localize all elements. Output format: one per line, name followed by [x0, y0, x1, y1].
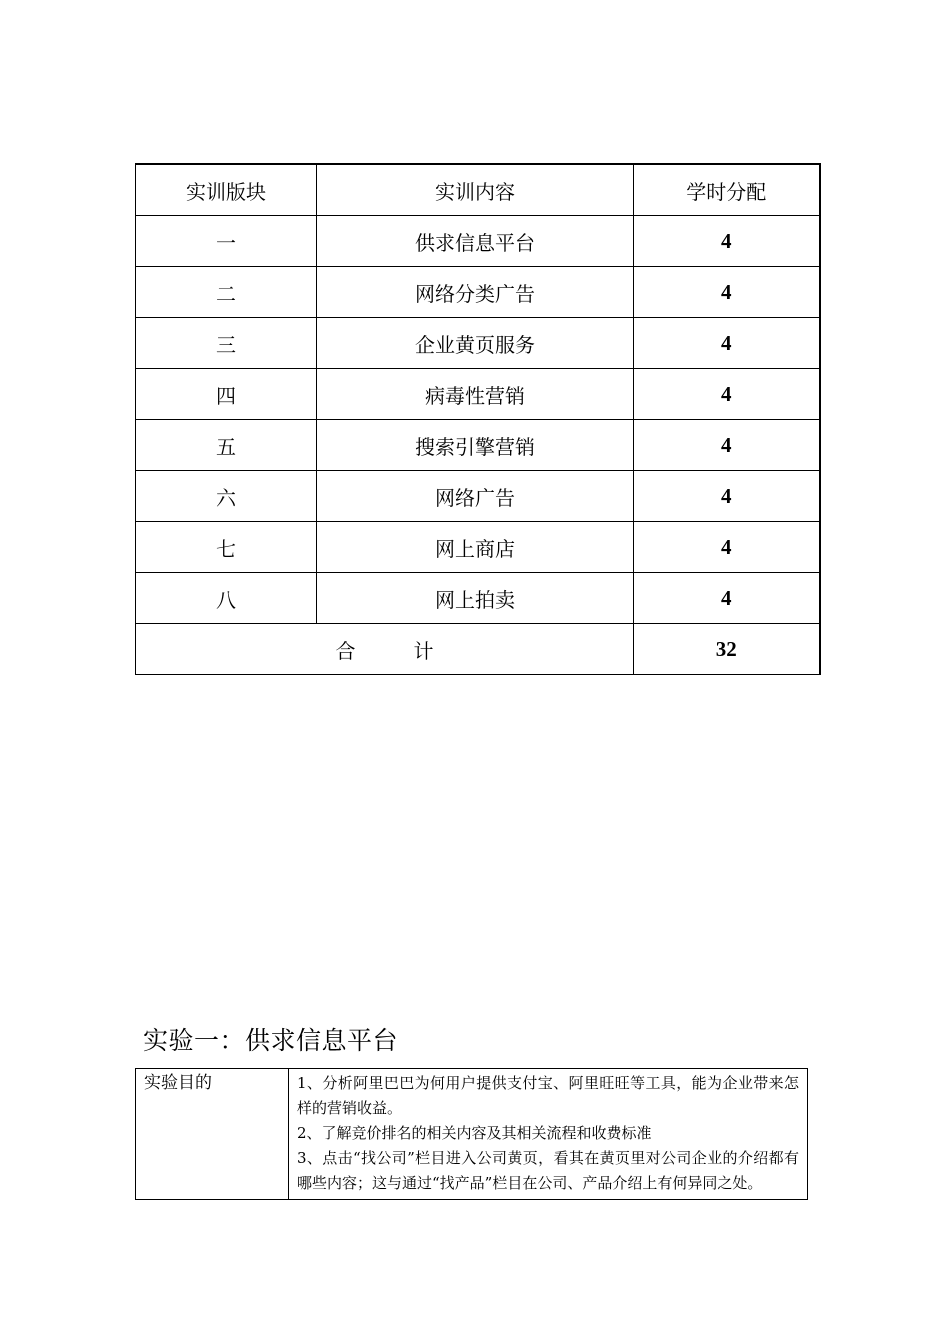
header-hours: 学时分配	[634, 164, 820, 216]
total-label-right: 计	[413, 638, 434, 663]
table-row	[136, 573, 820, 624]
purpose-row	[136, 1069, 808, 1200]
hours-cell: 4	[634, 471, 820, 522]
header-module: 实训版块	[136, 164, 317, 216]
table-row	[136, 522, 820, 573]
purpose-item: 1、分析阿里巴巴为何用户提供支付宝、阿里旺旺等工具，能为企业带来怎样的营销收益。	[297, 1074, 799, 1117]
purpose-content	[289, 1069, 808, 1200]
hours-cell: 4	[634, 318, 820, 369]
module-cell: 三	[136, 318, 317, 369]
table-row	[136, 420, 820, 471]
purpose-item: 2、了解竞价排名的相关内容及其相关流程和收费标准	[297, 1124, 652, 1142]
module-cell: 八	[136, 573, 317, 624]
table-row	[136, 318, 820, 369]
hours-cell: 4	[634, 267, 820, 318]
content-cell: 供求信息平台	[317, 216, 634, 267]
module-cell: 六	[136, 471, 317, 522]
total-hours-cell: 32	[634, 624, 820, 675]
table-row	[136, 471, 820, 522]
total-row	[136, 624, 820, 675]
hours-cell: 4	[634, 573, 820, 624]
total-label	[136, 624, 634, 675]
experiment-title: 实验一：供求信息平台	[143, 1026, 399, 1055]
content-cell: 企业黄页服务	[317, 318, 634, 369]
table-row	[136, 216, 820, 267]
header-content: 实训内容	[317, 164, 634, 216]
total-label-left: 合	[335, 638, 356, 663]
module-cell: 一	[136, 216, 317, 267]
training-schedule-table	[135, 163, 821, 675]
module-cell: 四	[136, 369, 317, 420]
hours-cell: 4	[634, 522, 820, 573]
table-header-row	[136, 164, 820, 216]
hours-cell: 4	[634, 420, 820, 471]
table-row	[136, 267, 820, 318]
purpose-label: 实验目的	[136, 1069, 289, 1200]
module-cell: 五	[136, 420, 317, 471]
hours-cell: 4	[634, 216, 820, 267]
purpose-item: 3、点击“找公司”栏目进入公司黄页，看其在黄页里对公司企业的介绍都有哪些内容；这与通过“找产品”栏目在公司、产品介绍上有何异同之处。	[297, 1149, 799, 1192]
module-cell: 七	[136, 522, 317, 573]
hours-cell: 4	[634, 369, 820, 420]
content-cell: 网上商店	[317, 522, 634, 573]
content-cell: 病毒性营销	[317, 369, 634, 420]
module-cell: 二	[136, 267, 317, 318]
content-cell: 网络广告	[317, 471, 634, 522]
content-cell: 网络分类广告	[317, 267, 634, 318]
content-cell: 搜索引擎营销	[317, 420, 634, 471]
experiment-table	[135, 1068, 808, 1200]
content-cell: 网上拍卖	[317, 573, 634, 624]
table-row	[136, 369, 820, 420]
